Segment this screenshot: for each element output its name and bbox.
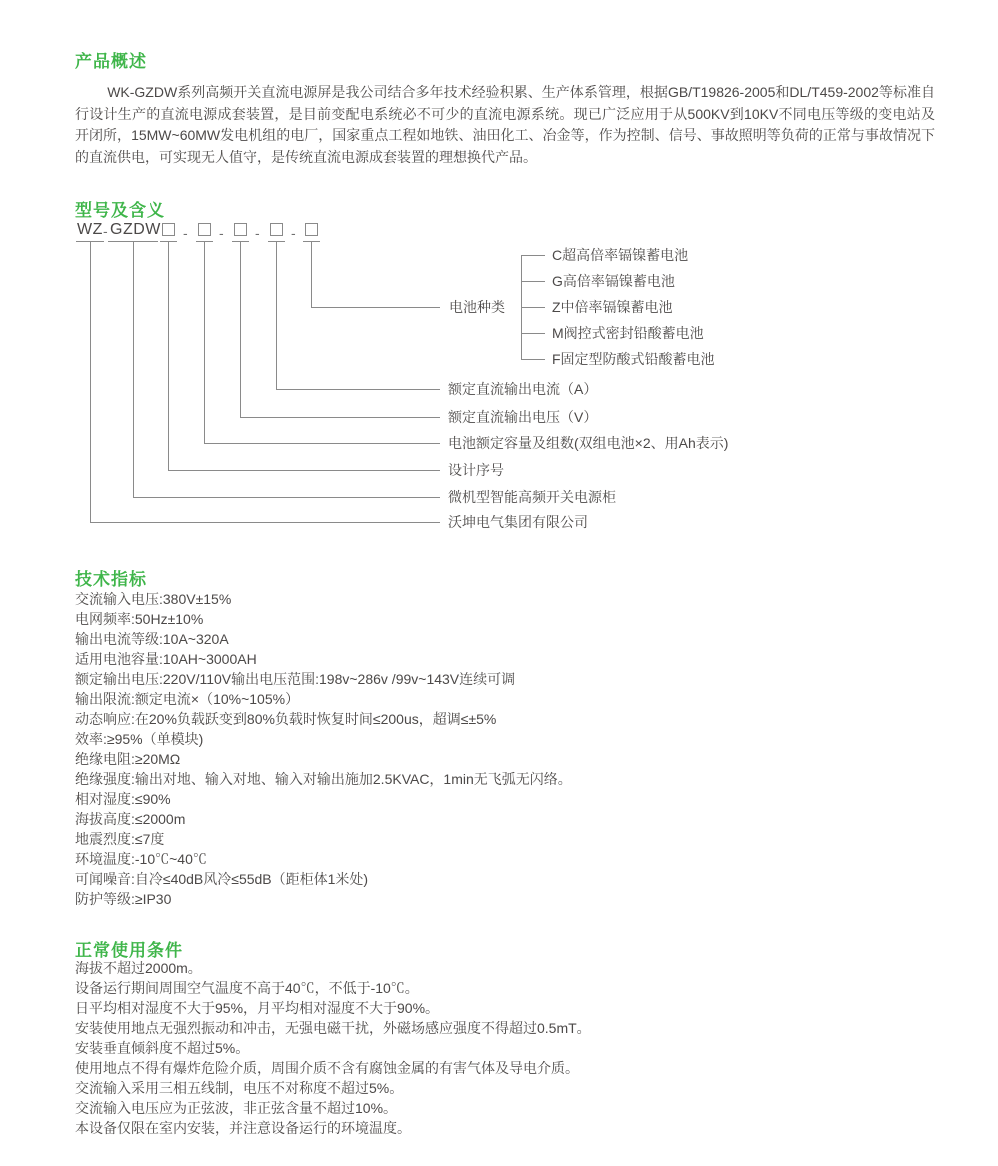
connector-horizontal-battery-type (311, 307, 440, 308)
spec-row: 适用电池容量:10AH~3000AH (75, 651, 257, 667)
model-code-dash-4: - (291, 225, 296, 241)
spec-row: 绝缘电阻:≥20MΩ (75, 751, 181, 767)
model-placeholder-box-3 (234, 223, 247, 236)
battery-branch-4 (521, 333, 545, 334)
connector-horizontal-cabinet (133, 497, 440, 498)
spec-row: 相对湿度:≤90% (75, 791, 171, 807)
battery-branch-2 (521, 281, 545, 282)
battery-type-item: G高倍率镉镍蓄电池 (552, 273, 675, 289)
battery-branch-1 (521, 255, 545, 256)
condition-row: 安装垂直倾斜度不超过5%。 (75, 1040, 250, 1056)
spec-row: 防护等级:≥IP30 (75, 891, 172, 907)
spec-row: 电网频率:50Hz±10% (75, 611, 204, 627)
label-design-serial: 设计序号 (448, 462, 504, 478)
battery-type-item: F固定型防酸式铅酸蓄电池 (552, 351, 715, 367)
battery-type-item: Z中倍率镉镍蓄电池 (552, 299, 673, 315)
condition-row: 使用地点不得有爆炸危险介质，周围介质不含有腐蚀金属的有害气体及导电介质。 (75, 1060, 579, 1076)
condition-row: 日平均相对湿度不大于95%，月平均相对湿度不大于90%。 (75, 1000, 440, 1016)
connector-horizontal-design-serial (168, 470, 440, 471)
model-code-main: GZDW (110, 221, 161, 238)
label-company: 沃坤电气集团有限公司 (448, 514, 588, 530)
label-rated-current: 额定直流输出电流（A） (448, 381, 598, 397)
model-code-hyphen: - (103, 223, 108, 239)
label-cabinet: 微机型智能高频开关电源柜 (448, 489, 616, 505)
battery-branch-5 (521, 359, 545, 360)
connector-vertical-company (90, 242, 91, 522)
label-battery-category: 电池种类 (449, 299, 505, 315)
model-code-dash-3: - (255, 225, 260, 241)
spec-row: 输出限流:额定电流×（10%~105%） (75, 691, 300, 707)
condition-row: 设备运行期间周围空气温度不高于40℃，不低于-10℃。 (75, 980, 419, 996)
model-code-dash-2: - (219, 225, 224, 241)
overview-section-title: 产品概述 (75, 52, 147, 72)
conditions-list (75, 958, 591, 1138)
connector-vertical-design-serial (168, 242, 169, 470)
spec-row: 海拔高度:≤2000m (75, 811, 186, 827)
spec-row: 额定输出电压:220V/110V输出电压范围:198v~286v /99v~143V连续可调 (75, 671, 516, 687)
model-section-title: 型号及含义 (75, 201, 165, 221)
condition-row: 安装使用地点无强烈振动和冲击，无强电磁干扰，外磁场感应强度不得超过0.5mT。 (75, 1020, 591, 1036)
spec-row: 输出电流等级:10A~320A (75, 631, 229, 647)
connector-vertical-battery-capacity (204, 242, 205, 443)
overview-paragraph: WK-GZDW系列高频开关直流电源屏是我公司结合多年技术经验积累、生产体系管理，根据GB/T19826-2005和DL/T459-2002等标准自行设计生产的直流电源成套装置，是目前变配电系统必不可少的直流电源系统。现已广泛应用于从500KV到10KV不同电压等级的变电站及开闭所，15MW~60MW发电机组的电厂，国家重点工程如地铁、油田化工、冶金等，作为控制、信号、事故照明等负荷的正常与事故情况下的直流供电，可实现无人值守，是传统直流电源成套装置的理想换代产品。 (75, 84, 935, 165)
spec-row: 效率:≥95%（单模块) (75, 731, 204, 747)
condition-row: 交流输入电压应为正弦波，非正弦含量不超过10%。 (75, 1100, 398, 1116)
battery-type-item: C超高倍率镉镍蓄电池 (552, 247, 689, 263)
battery-branch-3 (521, 307, 545, 308)
specs-section-title: 技术指标 (75, 570, 147, 590)
model-code-prefix: WZ (77, 221, 103, 238)
condition-row: 交流输入采用三相五线制，电压不对称度不超过5%。 (75, 1080, 404, 1096)
connector-horizontal-battery-capacity (204, 443, 440, 444)
model-placeholder-box-5 (305, 223, 318, 236)
connector-vertical-cabinet (133, 242, 134, 497)
model-code-dash-1: - (183, 225, 188, 241)
conditions-section-title: 正常使用条件 (75, 941, 183, 961)
label-battery-capacity: 电池额定容量及组数(双组电池×2、用Ah表示) (448, 435, 729, 451)
battery-type-item: M阀控式密封铅酸蓄电池 (552, 325, 704, 341)
spec-row: 绝缘强度:输出对地、输入对地、输入对输出施加2.5KVAC，1min无飞弧无闪络。 (75, 771, 572, 787)
condition-row: 海拔不超过2000m。 (75, 960, 202, 976)
spec-row: 动态响应:在20%负载跃变到80%负载时恢复时间≤200us，超调≤±5% (75, 711, 497, 727)
connector-vertical-battery-type (311, 242, 312, 307)
connector-horizontal-rated-voltage (240, 417, 440, 418)
model-placeholder-box-1 (162, 223, 175, 236)
label-rated-voltage: 额定直流输出电压（V） (448, 409, 598, 425)
model-placeholder-box-4 (270, 223, 283, 236)
condition-row: 本设备仅限在室内安装，并注意设备运行的环境温度。 (75, 1120, 411, 1136)
spec-row: 可闻噪音:自冷≤40dB风冷≤55dB（距柜体1米处) (75, 871, 369, 887)
model-placeholder-box-2 (198, 223, 211, 236)
spec-row: 交流输入电压:380V±15% (75, 591, 232, 607)
connector-horizontal-company (90, 522, 440, 523)
connector-horizontal-rated-current (276, 389, 440, 390)
specs-list (75, 589, 572, 909)
spec-row: 地震烈度:≤7度 (75, 831, 165, 847)
spec-row: 环境温度:-10℃~40℃ (75, 851, 207, 867)
connector-vertical-rated-voltage (240, 242, 241, 417)
connector-vertical-rated-current (276, 242, 277, 389)
